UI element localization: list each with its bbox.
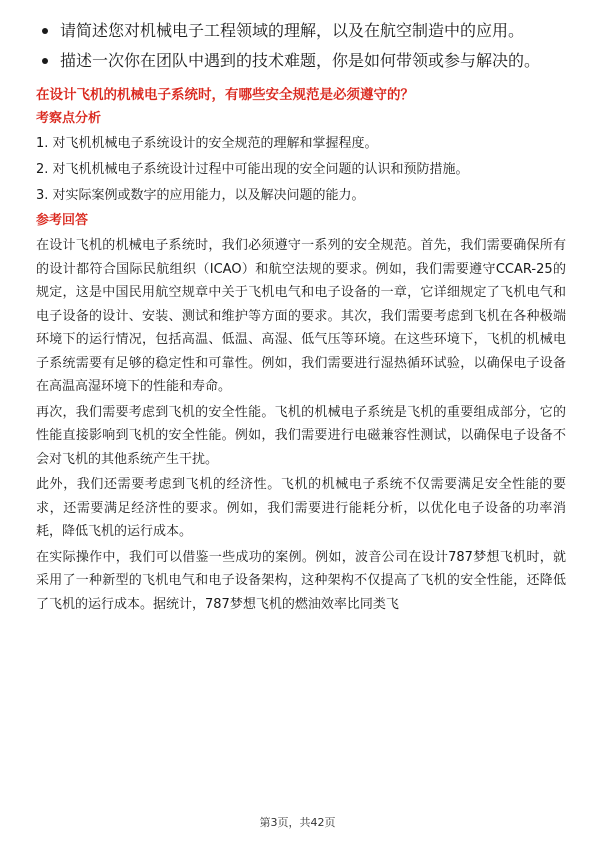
answer-paragraph: 此外，我们还需要考虑到飞机的经济性。飞机的机械电子系统不仅需要满足安全性能的要求，还需要满足经济性的要求。例如，我们需要进行能耗分析，以优化电子设备的功率消耗，降低飞机的运行成本。 [36,477,566,539]
question-heading: 在设计飞机的机械电子系统时，有哪些安全规范是必须遵守的？ [36,87,414,103]
document-page [36,18,566,618]
answer-title: 参考回答 [36,213,89,228]
bullet-item [36,48,566,74]
analysis-item: 1. 对飞机机械电子系统设计的安全规范的理解和掌握程度。 [36,136,378,151]
bullet-dot-icon [42,28,48,34]
answer-paragraph: 在实际操作中，我们可以借鉴一些成功的案例。例如，波音公司在设计787梦想飞机时，就采用了一种新型的飞机电气和电子设备架构，这种架构不仅提高了飞机的安全性能，还降低了飞机的运行成本。据统计，787梦想飞机的燃油效率比同类飞 [36,549,566,612]
bullet-item [36,18,566,44]
analysis-item: 2. 对飞机机械电子系统设计过程中可能出现的安全问题的认识和预防措施。 [36,162,469,177]
analysis-item: 3. 对实际案例或数字的应用能力，以及解决问题的能力。 [36,188,365,203]
bullet-text: 请简述您对机械电子工程领域的理解，以及在航空制造中的应用。 [60,21,525,40]
question-bullet-list [36,18,566,74]
answer-paragraph: 在设计飞机的机械电子系统时，我们必须遵守一系列的安全规范。首先，我们需要确保所有的设计都符合国际民航组织（ICAO）和航空法规的要求。例如，我们需要遵守CCAR-25的规定，这是中国民用航空规章中关于飞机电气和电子设备的一章，它详细规定了飞机电气和电子设备的设计、安装、测试和维护等方面的要求。其次，我们需要考虑到飞机在各种极端环境下的运行情况，包括高温、低温、高湿、低气压等环境。在这些环境下，飞机的机械电子系统需要有足够的稳定性和可靠性。例如，我们需要进行湿热循环试验，以确保电子设备在高温高湿环境下的性能和寿命。 [36,238,566,394]
bullet-text: 描述一次你在团队中遇到的技术难题，你是如何带领或参与解决的。 [60,51,541,70]
answer-paragraph: 再次，我们需要考虑到飞机的安全性能。飞机的机械电子系统是飞机的重要组成部分，它的性能直接影响到飞机的安全性能。例如，我们需要进行电磁兼容性测试，以确保电子设备不会对飞机的其他系统产生干扰。 [36,404,566,467]
bullet-dot-icon [42,58,48,64]
analysis-title: 考察点分析 [36,111,102,126]
page-footer: 第3页，共42页 [259,816,336,829]
